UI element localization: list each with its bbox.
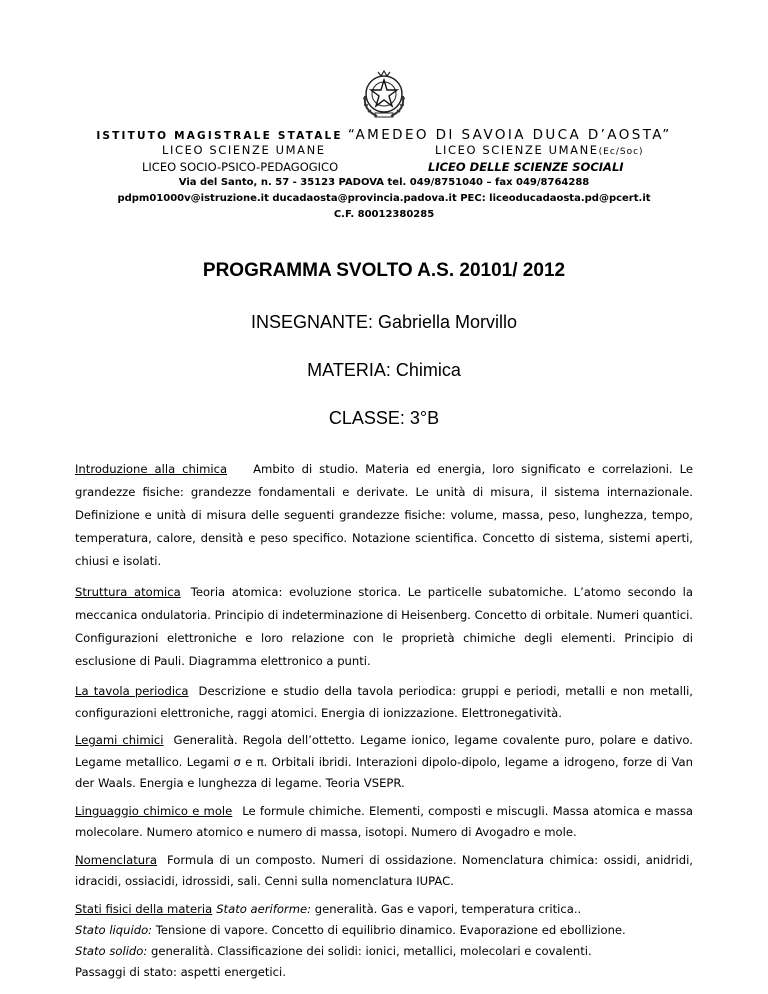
section-nomenclature bbox=[75, 850, 693, 893]
section-introduction bbox=[75, 458, 693, 573]
section-heading: Nomenclatura bbox=[75, 852, 158, 867]
section-chemical-bonds bbox=[75, 730, 693, 795]
states-liquid-line bbox=[75, 920, 693, 941]
section-heading: Struttura atomica bbox=[75, 585, 181, 599]
section-text: Le formule chimiche. Elementi, composti e miscugli. Massa atomica e massa molecolare. Numero atomico e numero di massa, isotopi. Numero di Avogadro e mole. bbox=[75, 803, 693, 839]
course-right-1-label: LICEO SCIENZE UMANE bbox=[435, 143, 599, 157]
section-periodic-table bbox=[75, 681, 693, 724]
institute-name: ISTITUTO MAGISTRALE STATALE bbox=[96, 130, 343, 142]
section-text: Teoria atomica: evoluzione storica. Le particelle subatomiche. L’atomo secondo la meccanica ondulatoria. Principio di indeterminazione di Heisenberg. Concetto di orbitale. Numeri quantici. Configurazioni elettroniche e loro relazione con le proprietà chimiche degli elementi. Principio di esclusione di Pauli. Diagramma elettronico a punti. bbox=[75, 585, 693, 668]
liquid-text: Tensione di vapore. Concetto di equilibrio dinamico. Evaporazione ed ebollizione. bbox=[152, 922, 626, 937]
school-address: Via del Santo, n. 57 - 35123 PADOVA tel. 049/8751040 – fax 049/8764288 bbox=[178, 177, 590, 188]
section-heading: Linguaggio chimico e mole bbox=[75, 803, 233, 818]
section-text: Generalità. Regola dell’ottetto. Legame ionico, legame covalente puro, polare e dativo. Legame metallico. Legami σ e π. Orbitali ibridi. Interazioni dipolo-dipolo, legame a idrogeno, forze di Van der Waals. Energia e lunghezza di legame. Teoria VSEPR. bbox=[75, 733, 693, 790]
teacher-line: INSEGNANTE: Gabriella Morvillo bbox=[250, 312, 518, 332]
states-solid-line bbox=[75, 941, 693, 962]
institute-dedication: “AMEDEO DI SAVOIA DUCA D’AOSTA” bbox=[347, 127, 672, 143]
section-states-of-matter bbox=[75, 899, 693, 983]
section-atomic-structure bbox=[75, 581, 693, 673]
section-text: Ambito di studio. Materia ed energia, loro significato e correlazioni. Le grandezze fisiche: grandezze fondamentali e derivate. Le unità di misura, il sistema internazionale. Definizione e unità di misura delle seguenti grandezze fisiche: volume, massa, peso, lunghezza, tempo, temperatura, calore, densità e peso specifico. Notazione scientifica. Concetto di sistema, sistemi aperti, chiusi e isolati. bbox=[75, 462, 693, 568]
school-name-line bbox=[0, 124, 768, 143]
course-left-2: LICEO SOCIO-PSICO-PEDAGOGICO bbox=[142, 160, 339, 174]
states-aeriform-line bbox=[75, 899, 693, 920]
subject-line: MATERIA: Chimica bbox=[307, 360, 461, 380]
section-text: Formula di un composto. Numeri di ossidazione. Nomenclatura chimica: ossidi, anidridi, idracidi, ossiacidi, idrossidi, sali. Cenni sulla nomenclatura IUPAC. bbox=[75, 852, 693, 888]
course-right-1 bbox=[435, 143, 644, 157]
class-line: CLASSE: 3°B bbox=[328, 408, 440, 428]
liquid-label: Stato liquido: bbox=[75, 922, 153, 937]
section-heading: La tavola periodica bbox=[75, 684, 189, 698]
solid-label: Stato solido: bbox=[75, 943, 148, 958]
page-title: PROGRAMMA SVOLTO A.S. 20101/ 2012 bbox=[202, 260, 566, 281]
course-right-2: LICEO DELLE SCIENZE SOCIALI bbox=[428, 160, 624, 174]
tax-code: C.F. 80012380285 bbox=[333, 209, 435, 220]
states-transitions-line: Passaggi di stato: aspetti energetici. bbox=[75, 964, 286, 979]
section-heading: Legami chimici bbox=[75, 733, 164, 747]
section-chemical-language bbox=[75, 801, 693, 844]
section-heading: Introduzione alla chimica bbox=[75, 462, 228, 476]
program-body bbox=[75, 458, 693, 989]
section-heading: Stati fisici della materia bbox=[75, 901, 213, 916]
aeriform-text: generalità. Gas e vapori, temperatura critica.. bbox=[311, 901, 582, 916]
solid-text: generalità. Classificazione dei solidi: ionici, metallici, molecolari e covalenti. bbox=[147, 943, 592, 958]
course-left-1: LICEO SCIENZE UMANE bbox=[162, 143, 326, 157]
aeriform-label: Stato aeriforme: bbox=[216, 901, 312, 916]
school-emails: pdpm01000v@istruzione.it ducadaosta@provincia.padova.it PEC: liceoducadaosta.pd@pcert.it bbox=[117, 193, 651, 204]
course-right-1-suffix: (Ec/Soc) bbox=[598, 147, 644, 157]
section-text: Descrizione e studio della tavola periodica: gruppi e periodi, metalli e non metalli, configurazioni elettroniche, raggi atomici. Energia di ionizzazione. Elettronegatività. bbox=[75, 684, 693, 720]
italian-republic-emblem-icon bbox=[357, 66, 411, 120]
